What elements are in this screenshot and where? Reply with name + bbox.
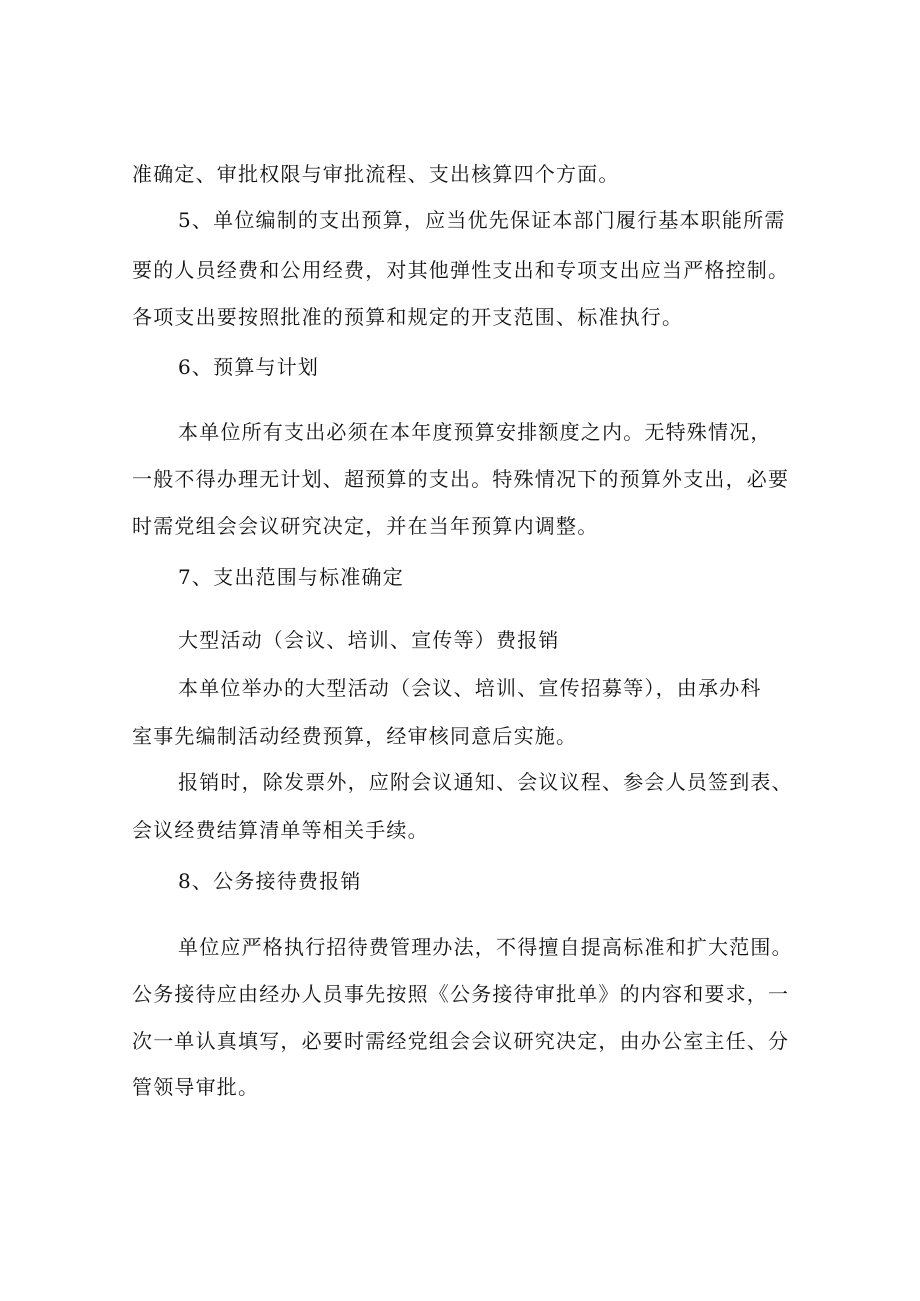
paragraph-7-first-line: 本单位举办的大型活动（会议、培训、宣传招募等），由承办科: [178, 676, 762, 700]
paragraph-6-first-line: 本单位所有支出必须在本年度预算安排额度之内。无特殊情况，: [178, 420, 772, 444]
body-text-line: 次一单认真填写，必要时需经党组会会议研究决定，由办公室主任、分: [132, 1029, 790, 1053]
body-text-line: 室事先编制活动经费预算，经审核同意后实施。: [132, 724, 578, 748]
body-text-line: 公务接待应由经办人员事先按照《公务接待审批单》的内容和要求，一: [132, 982, 790, 1006]
body-text-line: 时需党组会会议研究决定，并在当年预算内调整。: [132, 514, 599, 538]
body-text-line: 准确定、审批权限与审批流程、支出核算四个方面。: [132, 162, 620, 186]
body-text-line: 一般不得办理无计划、超预算的支出。特殊情况下的预算外支出，必要: [132, 467, 790, 491]
subsection-heading: 大型活动（会议、培训、宣传等）费报销: [178, 628, 560, 652]
paragraph-5-first-line: 5、单位编制的支出预算，应当优先保证本部门履行基本职能所需: [178, 208, 786, 232]
paragraph-8-first-line: 单位应严格执行招待费管理办法，不得擅自提高标准和扩大范围。: [178, 935, 793, 959]
body-text-line: 会议经费结算清单等相关手续。: [132, 818, 429, 842]
body-text-line: 管领导审批。: [132, 1075, 260, 1099]
body-text-line: 要的人员经费和公用经费，对其他弹性支出和专项支出应当严格控制。: [132, 258, 790, 282]
section-heading-8: 8、公务接待费报销: [178, 869, 362, 893]
section-heading-7: 7、支出范围与标准确定: [178, 565, 404, 589]
body-text-line: 各项支出要按照批准的预算和规定的开支范围、标准执行。: [132, 305, 684, 329]
section-heading-6: 6、预算与计划: [178, 355, 320, 379]
paragraph-reimbursement-first-line: 报销时，除发票外，应附会议通知、会议议程、参会人员签到表、: [178, 770, 793, 794]
